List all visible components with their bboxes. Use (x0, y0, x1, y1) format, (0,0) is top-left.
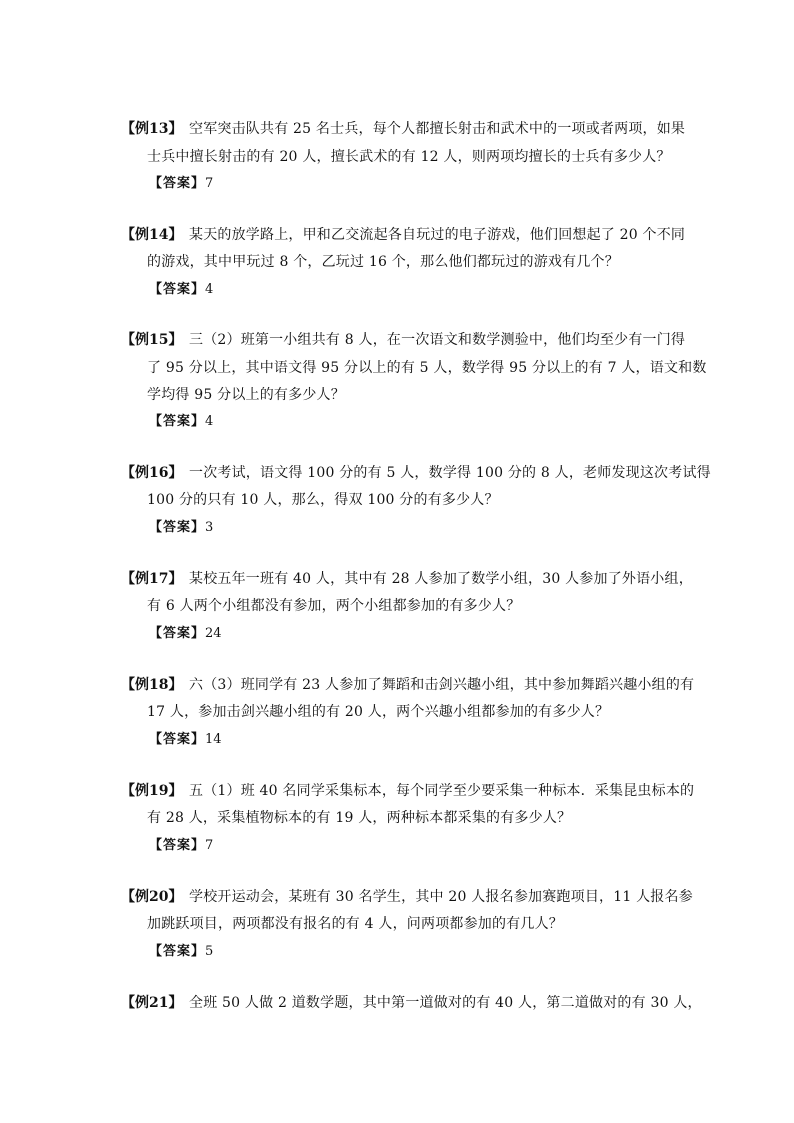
answer-value: 3 (205, 520, 214, 535)
problem-label: 【例16】 (121, 465, 183, 481)
answer-label: 【答案】 (149, 732, 206, 747)
problem-text-line: 某天的放学路上，甲和乙交流起各自玩过的电子游戏，他们回想起了 20 个不同 (189, 227, 686, 243)
problem-label: 【例13】 (121, 121, 183, 137)
problem-text-line: 17 人，参加击剑兴趣小组的有 20 人，两个兴趣小组都参加的有多少人？ (147, 704, 610, 720)
answer-value: 14 (205, 732, 222, 747)
problem-text-line: 空军突击队共有 25 名士兵，每个人都擅长射击和武术中的一项或者两项，如果 (189, 121, 686, 137)
problem-text-line: 五（1）班 40 名同学采集标本，每个同学至少要采集一种标本．采集昆虫标本的 (189, 783, 695, 799)
answer-label: 【答案】 (149, 838, 206, 853)
answer (149, 518, 213, 538)
answer-value: 5 (205, 944, 214, 959)
problem-text-line: 有 6 人两个小组都没有参加，两个小组都参加的有多少人？ (147, 598, 521, 614)
answer-label: 【答案】 (149, 944, 206, 959)
problem-text-line: 加跳跃项目，两项都没有报名的有 4 人，问两项都参加的有几人？ (147, 916, 564, 932)
problem-text-line: 的游戏，其中甲玩过 8 个，乙玩过 16 个，那么他们都玩过的游戏有几个？ (147, 254, 619, 270)
answer (149, 280, 213, 300)
problem-label: 【例21】 (121, 995, 183, 1011)
problem-text-line: 三（2）班第一小组共有 8 人，在一次语文和数学测验中，他们均至少有一门得 (189, 332, 686, 348)
problem-label: 【例17】 (121, 571, 183, 587)
problem-text-line: 某校五年一班有 40 人，其中有 28 人参加了数学小组，30 人参加了外语小组， (189, 571, 693, 587)
answer-label: 【答案】 (149, 626, 206, 641)
answer-label: 【答案】 (149, 282, 206, 297)
answer-label: 【答案】 (149, 520, 206, 535)
problem-text-line: 士兵中擅长射击的有 20 人，擅长武术的有 12 人，则两项均擅长的士兵有多少人？ (147, 149, 671, 165)
problem-text-line: 学均得 95 分以上的有多少人？ (147, 387, 345, 403)
answer (149, 174, 213, 194)
problem-text-line: 六（3）班同学有 23 人参加了舞蹈和击剑兴趣小组，其中参加舞蹈兴趣小组的有 (189, 677, 695, 693)
problem-label: 【例18】 (121, 677, 183, 693)
answer (149, 942, 213, 962)
answer (149, 730, 222, 750)
problem-label: 【例19】 (121, 783, 183, 799)
answer (149, 624, 222, 644)
answer-value: 7 (205, 838, 214, 853)
answer (149, 412, 213, 432)
problem-text-line: 全班 50 人做 2 道数学题，其中第一道做对的有 40 人，第二道做对的有 30 人， (189, 995, 702, 1011)
answer (149, 836, 213, 856)
answer-value: 7 (205, 176, 214, 191)
problem-text-line: 学校开运动会，某班有 30 名学生，其中 20 人报名参加赛跑项目，11 人报名参 (189, 889, 693, 905)
problem-text-line: 了 95 分以上，其中语文得 95 分以上的有 5 人，数学得 95 分以上的有 7 人，语文和数 (147, 360, 707, 376)
problem-label: 【例15】 (121, 332, 183, 348)
problem-label: 【例14】 (121, 227, 183, 243)
answer-label: 【答案】 (149, 176, 206, 191)
answer-label: 【答案】 (149, 414, 206, 429)
answer-value: 24 (205, 626, 222, 641)
problem-text-line: 有 28 人，采集植物标本的有 19 人，两种标本都采集的有多少人？ (147, 810, 572, 826)
answer-value: 4 (205, 414, 214, 429)
problem-text-line: 100 分的只有 10 人，那么，得双 100 分的有多少人？ (147, 492, 499, 508)
answer-value: 4 (205, 282, 214, 297)
problem-label: 【例20】 (121, 889, 183, 905)
problem-text-line: 一次考试，语文得 100 分的有 5 人，数学得 100 分的 8 人，老师发现这次考试得 (189, 465, 711, 481)
